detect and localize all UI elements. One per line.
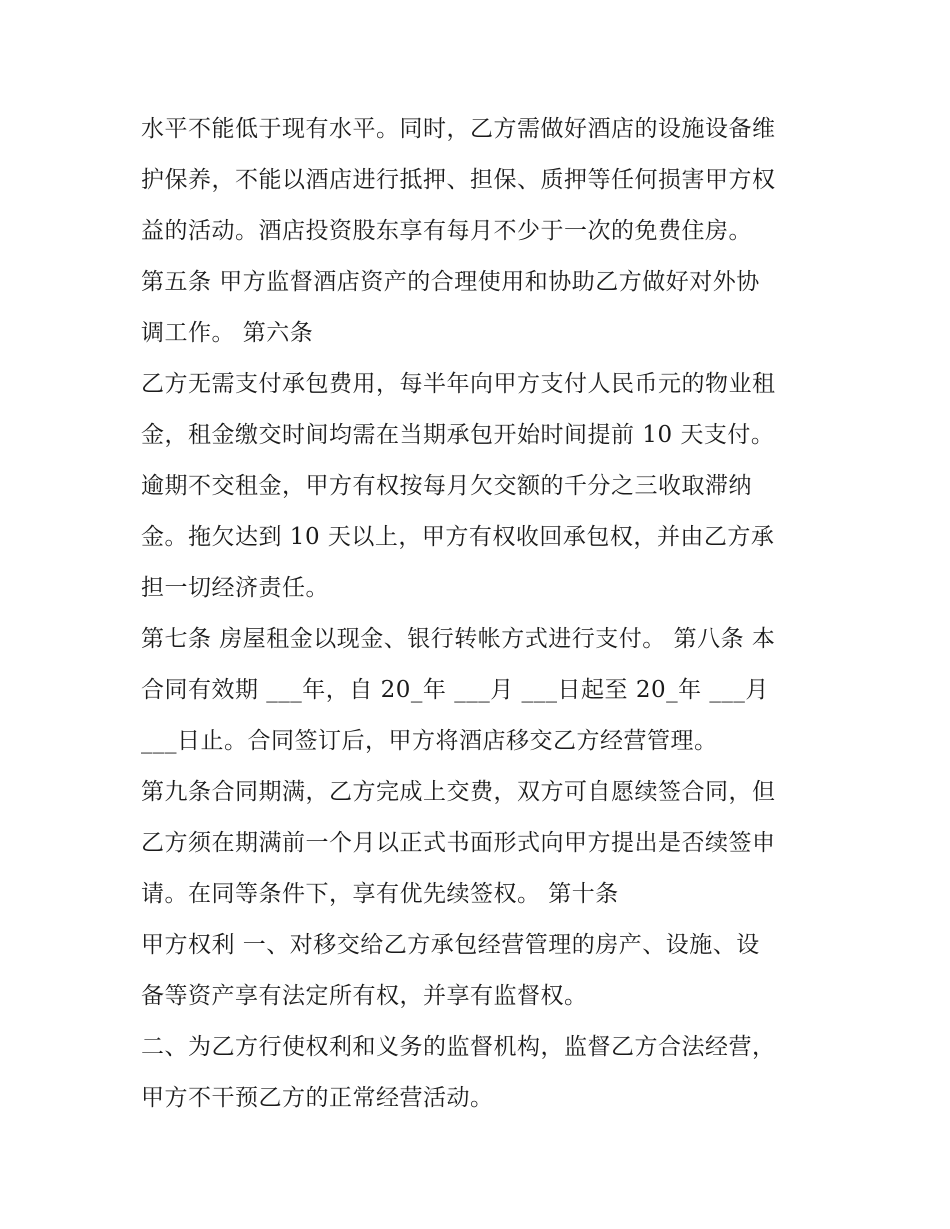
text-line: 乙方无需支付承包费用，每半年向甲方支付人民币元的物业租 xyxy=(141,371,776,397)
text-line: ___日止。合同签订后，甲方将酒店移交乙方经营管理。 xyxy=(141,728,718,754)
text-line: 请。在同等条件下，享有优先续签权。 第十条 xyxy=(141,881,619,907)
text-line: 备等资产享有法定所有权，并享有监督权。 xyxy=(141,983,588,1009)
text-line: 金，租金缴交时间均需在当期承包开始时间提前 10 天支付。 xyxy=(141,422,775,448)
text-line: 第九条合同期满，乙方完成上交费，双方可自愿续签合同，但 xyxy=(141,779,776,805)
text-line: 调工作。 第六条 xyxy=(141,320,314,346)
text-line: 水平不能低于现有水平。同时，乙方需做好酒店的设施设备维 xyxy=(141,116,776,142)
text-line: 逾期不交租金，甲方有权按每月欠交额的千分之三收取滞纳 xyxy=(141,473,752,499)
text-line: 第五条 甲方监督酒店资产的合理使用和协助乙方做好对外协 xyxy=(141,269,760,295)
text-line: 二、为乙方行使权利和义务的监督机构，监督乙方合法经营， xyxy=(141,1034,776,1060)
text-line: 第七条 房屋租金以现金、银行转帐方式进行支付。 第八条 本 xyxy=(141,626,776,652)
text-line: 金。拖欠达到 10 天以上，甲方有权收回承包权，并由乙方承 xyxy=(141,524,775,550)
text-line: 担一切经济责任。 xyxy=(141,575,329,601)
text-line: 益的活动。酒店投资股东享有每月不少于一次的免费住房。 xyxy=(141,218,752,244)
text-line: 甲方不干预乙方的正常经营活动。 xyxy=(141,1085,494,1111)
text-line: 甲方权利 一、对移交给乙方承包经营管理的房产、设施、设 xyxy=(141,932,760,958)
text-line: 护保养，不能以酒店进行抵押、担保、质押等任何损害甲方权 xyxy=(141,167,776,193)
text-line: 乙方须在期满前一个月以正式书面形式向甲方提出是否续签申 xyxy=(141,830,776,856)
text-line: 合同有效期 ___年，自 20_年 ___月 ___日起至 20_年 ___月 xyxy=(141,677,769,703)
contract-body-text xyxy=(141,104,821,1124)
